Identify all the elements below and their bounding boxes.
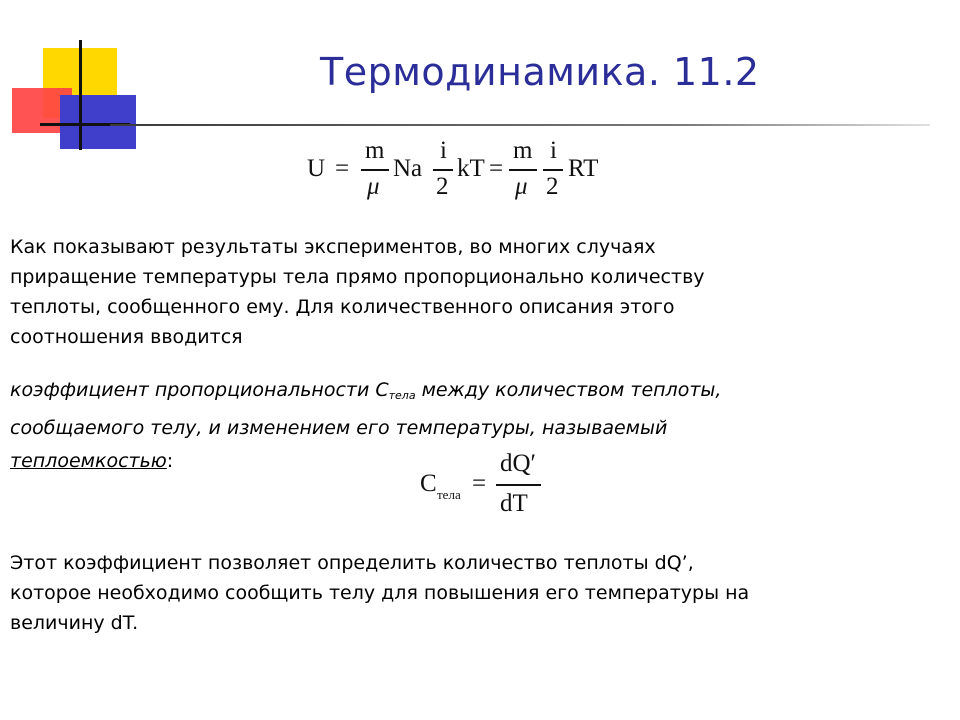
paragraph-line: соотношения вводится bbox=[10, 326, 243, 348]
formula-numerator-i: i bbox=[550, 137, 557, 164]
paragraph-line: теплоты, сообщенного ему. Для количественного описания этого bbox=[10, 296, 675, 318]
paragraph-line: Как показывают результаты экспериментов, во многих случаях bbox=[10, 236, 656, 258]
formula-denominator-2: 2 bbox=[436, 173, 449, 200]
formula-denominator-mu: μ bbox=[367, 173, 380, 200]
colon: : bbox=[166, 450, 174, 472]
definition-text: между количеством теплоты, bbox=[415, 379, 722, 401]
paragraph-intro bbox=[10, 232, 910, 352]
fraction-bar bbox=[433, 169, 453, 171]
formula-numerator-dq: dQ′ bbox=[500, 450, 537, 477]
paragraph-line: величину dT. bbox=[10, 612, 139, 634]
slide-logo bbox=[0, 0, 140, 150]
formula-equals: = bbox=[335, 155, 350, 182]
paragraph-line bbox=[10, 374, 910, 412]
title-divider bbox=[110, 124, 930, 126]
paragraph-line: приращение температуры тела прямо пропорционально количеству bbox=[10, 266, 705, 288]
formula-denominator-dt: dT bbox=[500, 490, 528, 517]
paragraph-line: Этот коэффициент позволяет определить количество теплоты dQ’, bbox=[10, 552, 694, 574]
heat-capacity-formula bbox=[420, 452, 560, 522]
formula-equals: = bbox=[472, 470, 487, 497]
paragraph-conclusion bbox=[10, 548, 910, 638]
logo-blue-square bbox=[60, 95, 136, 149]
slide-title: Термодинамика. 11.2 bbox=[320, 50, 760, 94]
logo-vertical-line bbox=[79, 40, 82, 150]
formula-na: Na bbox=[393, 155, 423, 182]
fraction-bar bbox=[543, 169, 563, 171]
formula-numerator-m: m bbox=[513, 137, 533, 164]
formula-kt: kT bbox=[457, 155, 485, 182]
formula-numerator-m: m bbox=[365, 137, 385, 164]
formula-rt: RT bbox=[568, 155, 599, 182]
fraction-bar bbox=[361, 169, 389, 171]
formula-denominator-mu: μ bbox=[515, 173, 528, 200]
formula-denominator-2: 2 bbox=[546, 173, 559, 200]
paragraph-line: сообщаемого телу, и изменением его температуры, называемый bbox=[10, 417, 668, 439]
c-subscript: тела bbox=[388, 389, 416, 402]
internal-energy-formula bbox=[305, 135, 625, 205]
formula-u: U bbox=[307, 155, 326, 182]
formula-c-subscript: тела bbox=[437, 487, 461, 502]
definition-text: коэффициент пропорциональности С bbox=[10, 379, 389, 401]
formula-c: C bbox=[420, 470, 437, 497]
heat-capacity-term: теплоемкостью bbox=[10, 450, 167, 472]
fraction-bar bbox=[496, 484, 541, 486]
paragraph-line: которое необходимо сообщить телу для повышения его температуры на bbox=[10, 582, 750, 604]
formula-numerator-i: i bbox=[440, 137, 447, 164]
formula-equals: = bbox=[489, 155, 504, 182]
fraction-bar bbox=[509, 169, 537, 171]
